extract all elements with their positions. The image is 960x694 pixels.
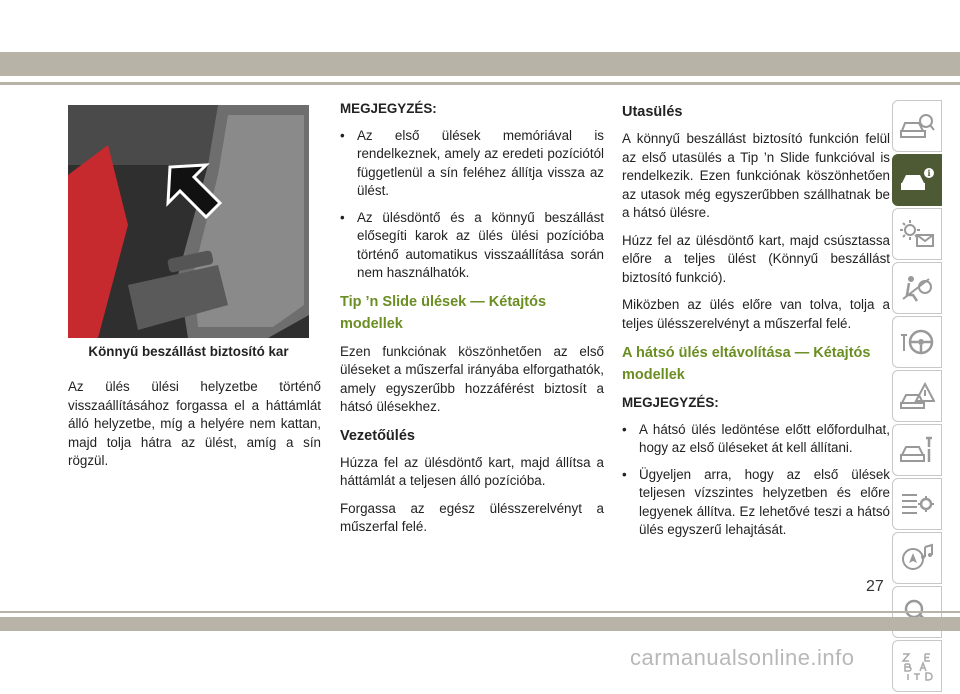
note-list [622,421,890,540]
airbag-person-icon [899,273,935,303]
tab-airbag[interactable] [892,262,942,314]
left-column [68,378,321,480]
tab-car-service[interactable] [892,424,942,476]
footer-rule [0,611,960,613]
tab-multimedia[interactable] [892,532,942,584]
passenger-seat-heading: Utasülés [622,104,683,120]
tip-n-slide-heading: Tip ’n Slide ülések — Kétajtós modellek [340,293,547,332]
car-info-icon [899,165,935,195]
alphabet-index-icon [899,651,935,681]
driver-seat-heading: Vezetőülés [340,427,415,444]
checklist-gear-icon [899,489,935,519]
list-item: • Az első ülések memóriával is rendelkeznek, amely az eredeti pozíciótól függetlenül a sín feléhez állítja vissza az ülést. [340,127,604,198]
music-nav-icon [899,543,935,573]
lights-message-icon [899,219,935,249]
header-band [0,52,960,76]
watermark-text: carmanualsonline.info [630,645,855,670]
tip-n-slide-paragraph: Ezen funkciónak köszönhetően az első üléseket a műszerfal irányába elforgathatók, amely egyszerűbb hozzáférést biztosít a hátsó ülésekhez. [340,343,604,414]
rear-seat-heading: A hátsó ülés eltávolítása — Kétajtós modellek [622,345,871,383]
tab-index[interactable] [892,640,942,692]
footer-band [0,617,960,631]
passenger-paragraph: A könnyű beszállást biztosító funkción felül az első utasülés a Tip ’n Slide funkcióval is rendelkezik. Ezen funkciónak köszönhetően az utasok még egyszerűbben szállhatnak be a hátsó ülésre. [622,131,890,220]
driver-paragraph: Forgassa az egész ülésszerelvényt a műszerfal felé. [340,500,604,534]
steering-wheel-icon [899,327,935,357]
photo-caption: Könnyű beszállást biztosító kar [88,344,289,359]
note-list [340,127,604,283]
right-column [622,100,890,548]
tab-specifications[interactable] [892,478,942,530]
note-heading: MEGJEGYZÉS: [622,395,719,410]
list-item: • A hátsó ülés ledöntése előtt előfordulhat, hogy az első üléseket át kell állítani. [622,421,890,455]
list-item: • Ügyeljen arra, hogy az első ülések teljesen vízszintes helyzetben és előre legyenek állítva. Ez lehetővé teszi a hátsó ülés egyszerű lehajtását. [622,466,890,537]
list-item: • Az ülésdöntő és a könnyű beszállást elősegíti karok az ülés ülési pozícióba történő automatikus visszaállítása során nem használhatók. [340,209,604,280]
car-search-icon [899,111,935,141]
note-heading: MEGJEGYZÉS: [340,101,437,116]
driver-paragraph: Húzza fel az ülésdöntő kart, majd állítsa a háttámlát a teljesen álló pozícióba. [340,454,604,488]
middle-column [340,100,604,546]
passenger-paragraph: Miközben az ülés előre van tolva, tolja a teljes ülésszerelvényt a műszerfal felé. [622,297,890,331]
page-number: 27 [866,578,884,595]
tab-car-info[interactable] [892,154,942,206]
chapter-tabs [892,100,942,694]
tab-warning[interactable] [892,370,942,422]
svg-text:i: i [927,168,931,178]
tab-lights-message[interactable] [892,208,942,260]
passenger-paragraph: Húzz fel az ülésdöntő kart, majd csúsztassa előre a teljes ülést (Könnyű beszállást biztosító funkció). [622,232,890,285]
tab-steering[interactable] [892,316,942,368]
seat-lever-photo [68,105,309,338]
reset-seat-paragraph: Az ülés ülési helyzetbe történő visszaállításához forgassa el a háttámlát álló helyzetbe, míg a helyére nem kattan, majd tolja hátra az ülést, amíg a sín rögzül. [68,379,321,468]
warning-car-icon [899,381,935,411]
header-rule [0,82,960,85]
car-wrench-icon [899,435,935,465]
seat-lever-illustration [68,105,309,338]
tab-car-search[interactable] [892,100,942,152]
